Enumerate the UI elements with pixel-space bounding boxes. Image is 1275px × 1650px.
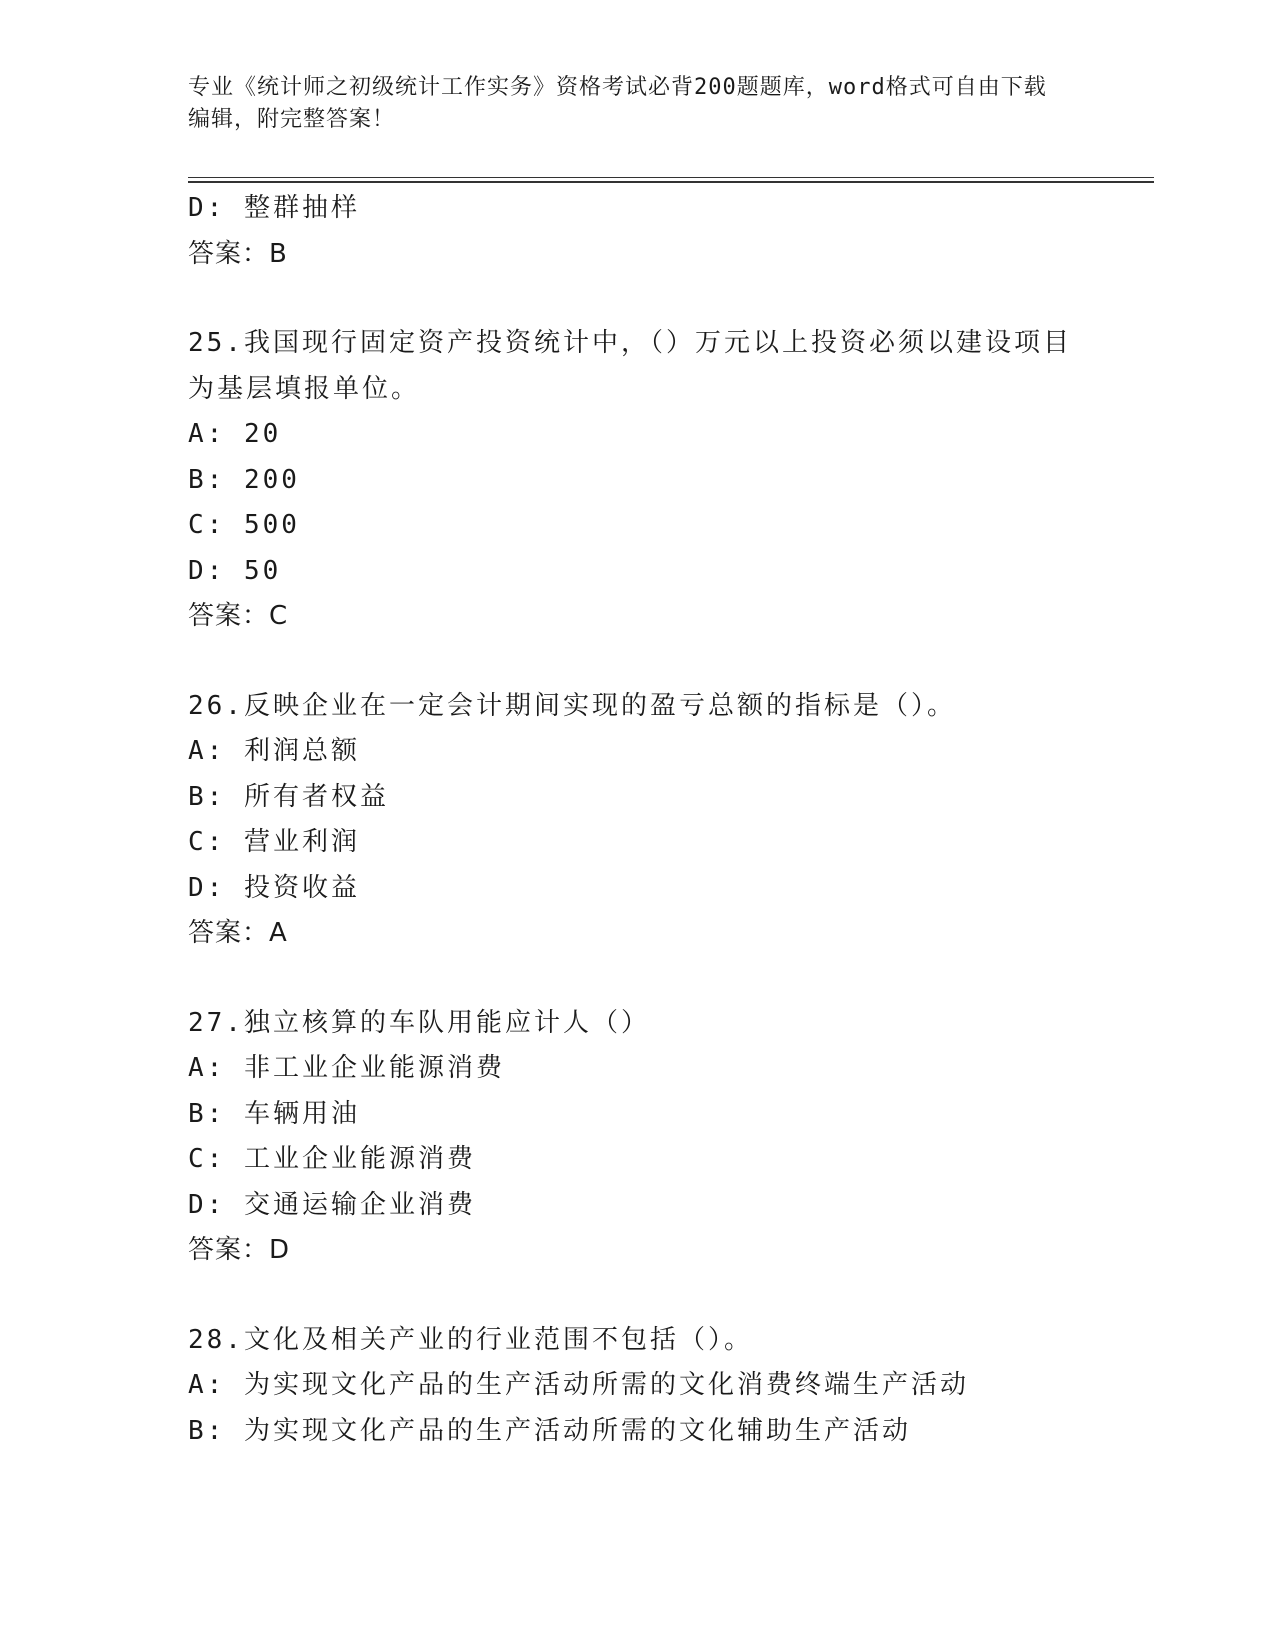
question-stem: 27.独立核算的车队用能应计人（） [188, 1007, 650, 1038]
question-stem: 28.文化及相关产业的行业范围不包括（）。 [188, 1324, 753, 1355]
option-d: D: 交通运输企业消费 [188, 1189, 476, 1220]
option-c: C: 营业利润 [188, 827, 360, 857]
option-c: C: 工业企业能源消费 [188, 1144, 476, 1174]
question-25 [188, 321, 1154, 640]
option-c: C: 500 [188, 510, 300, 540]
question-26 [188, 684, 1154, 957]
option-b: B: 200 [188, 464, 300, 495]
question-partial [188, 186, 1154, 277]
answer-line: 答案：A [188, 918, 288, 948]
question-stem: 25.我国现行固定资产投资统计中，（）万元以上投资必须以建设项目 [188, 328, 1072, 358]
question-27 [188, 1001, 1154, 1274]
option-b: B: 为实现文化产品的生产活动所需的文化辅助生产活动 [188, 1415, 911, 1446]
option-d: D: 50 [188, 555, 282, 586]
question-list [188, 186, 1154, 1454]
answer-line: 答案：C [188, 601, 289, 631]
question-28 [188, 1318, 1154, 1455]
option-a: A: 20 [188, 419, 282, 449]
option-a: A: 利润总额 [188, 736, 360, 766]
option-b: B: 车辆用油 [188, 1098, 360, 1129]
option-d: D: 整群抽样 [188, 193, 360, 223]
header-divider [188, 177, 1154, 183]
document-header-title: 专业《统计师之初级统计工作实务》资格考试必背200题题库，word格式可自由下载编辑，附完整答案！ [188, 75, 1047, 132]
answer-line: 答案：D [188, 1235, 291, 1265]
option-a: A: 非工业企业能源消费 [188, 1053, 505, 1083]
question-stem: 26.反映企业在一定会计期间实现的盈亏总额的指标是（）。 [188, 690, 956, 721]
option-d: D: 投资收益 [188, 872, 360, 903]
answer-line: 答案：B [188, 238, 288, 269]
option-b: B: 所有者权益 [188, 781, 389, 812]
question-stem-continued: 为基层填报单位。 [188, 373, 421, 404]
option-a: A: 为实现文化产品的生产活动所需的文化消费终端生产活动 [188, 1370, 969, 1400]
